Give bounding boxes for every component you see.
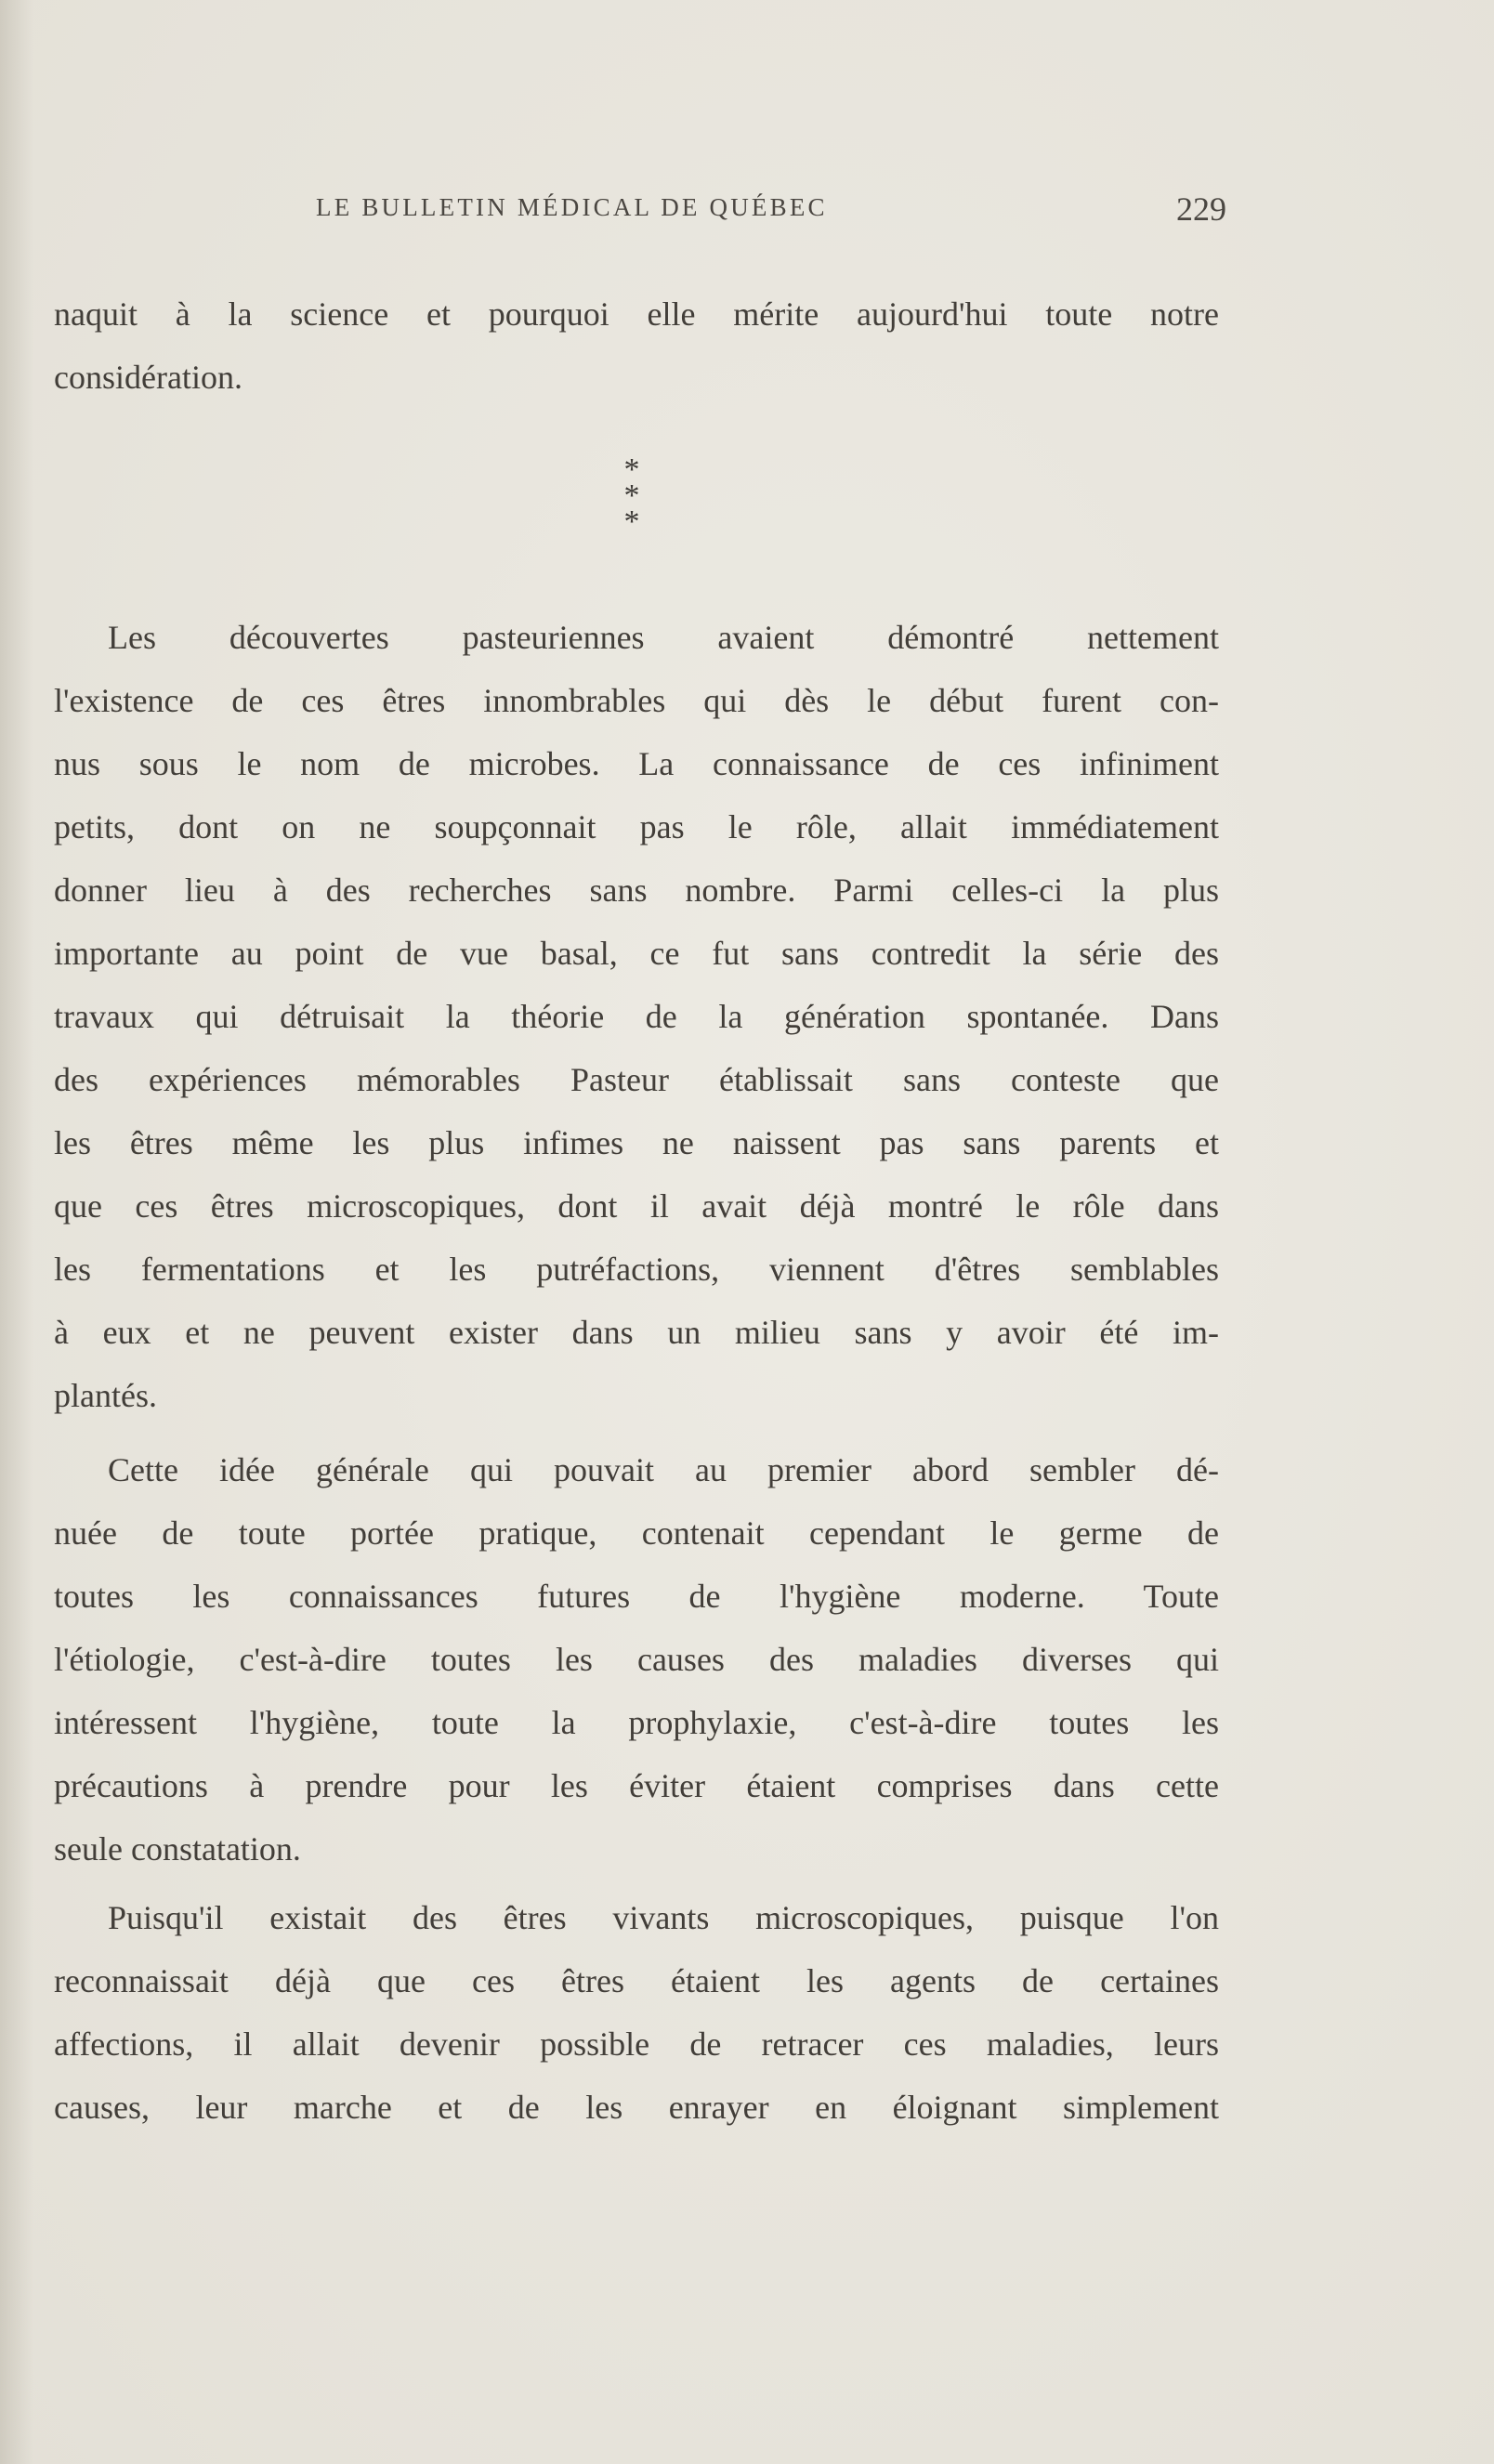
paragraph-general-idea — [54, 1438, 1219, 1881]
text-line: l'existence de ces êtres innombrables qui dès le début furent con- — [54, 682, 1219, 719]
text-line: nuée de toute portée pratique, contenait cependant le germe de — [54, 1514, 1219, 1552]
binding-shadow — [0, 0, 33, 2464]
text-line: que ces êtres microscopiques, dont il avait déjà montré le rôle dans — [54, 1187, 1219, 1225]
text-line: naquit à la science et pourquoi elle mérite aujourd'hui toute notre — [54, 295, 1219, 333]
text-line: petits, dont on ne soupçonnait pas le rôle, allait immédiatement — [54, 808, 1219, 845]
text-line: seule constatation. — [54, 1830, 301, 1868]
page-header — [316, 190, 1226, 230]
page-number: 229 — [1176, 190, 1226, 228]
asterism-bottom: * * — [623, 478, 653, 539]
text-line: précautions à prendre pour les éviter étaient comprises dans cette — [54, 1767, 1219, 1804]
text-line: intéressent l'hygiène, toute la prophylaxie, c'est-à-dire toutes les — [54, 1704, 1219, 1741]
text-line: travaux qui détruisait la théorie de la génération spontanée. Dans — [54, 998, 1219, 1035]
text-line: donner lieu à des recherches sans nombre. Parmi celles-ci la plus — [54, 872, 1219, 909]
text-line: des expériences mémorables Pasteur établissait sans conteste que — [54, 1061, 1219, 1098]
text-line: reconnaissait déjà que ces êtres étaient les agents de certaines — [54, 1962, 1219, 1999]
text-line: toutes les connaissances futures de l'hygiène moderne. Toute — [54, 1578, 1219, 1615]
text-line: les fermentations et les putréfactions, viennent d'êtres semblables — [54, 1251, 1219, 1288]
text-line: Puisqu'il existait des êtres vivants microscopiques, puisque l'on — [108, 1899, 1219, 1936]
asterism-top: * — [623, 452, 640, 487]
text-line: affections, il allait devenir possible de retracer ces maladies, leurs — [54, 2025, 1219, 2063]
text-line: Cette idée générale qui pouvait au premier abord sembler dé- — [108, 1451, 1219, 1488]
text-line: causes, leur marche et de les enrayer en éloignant simplement — [54, 2089, 1219, 2126]
text-line: l'étiologie, c'est-à-dire toutes les causes des maladies diverses qui — [54, 1641, 1219, 1678]
running-head: LE BULLETIN MÉDICAL DE QUÉBEC — [316, 193, 828, 221]
text-line: Les découvertes pasteuriennes avaient démontré nettement — [108, 619, 1219, 656]
asterism-divider — [595, 452, 669, 539]
text-line: les êtres même les plus infimes ne naissent pas sans parents et — [54, 1124, 1219, 1161]
paragraph-pasteur-discoveries — [54, 606, 1219, 1427]
text-line: à eux et ne peuvent exister dans un milieu sans y avoir été im- — [54, 1314, 1219, 1351]
text-line: considération. — [54, 359, 242, 396]
text-line: plantés. — [54, 1377, 157, 1414]
paragraph-continuation — [54, 282, 1219, 409]
text-line: importante au point de vue basal, ce fut sans contredit la série des — [54, 935, 1219, 972]
paragraph-microscopic-beings — [54, 1886, 1219, 2139]
text-line: nus sous le nom de microbes. La connaissance de ces infiniment — [54, 745, 1219, 782]
